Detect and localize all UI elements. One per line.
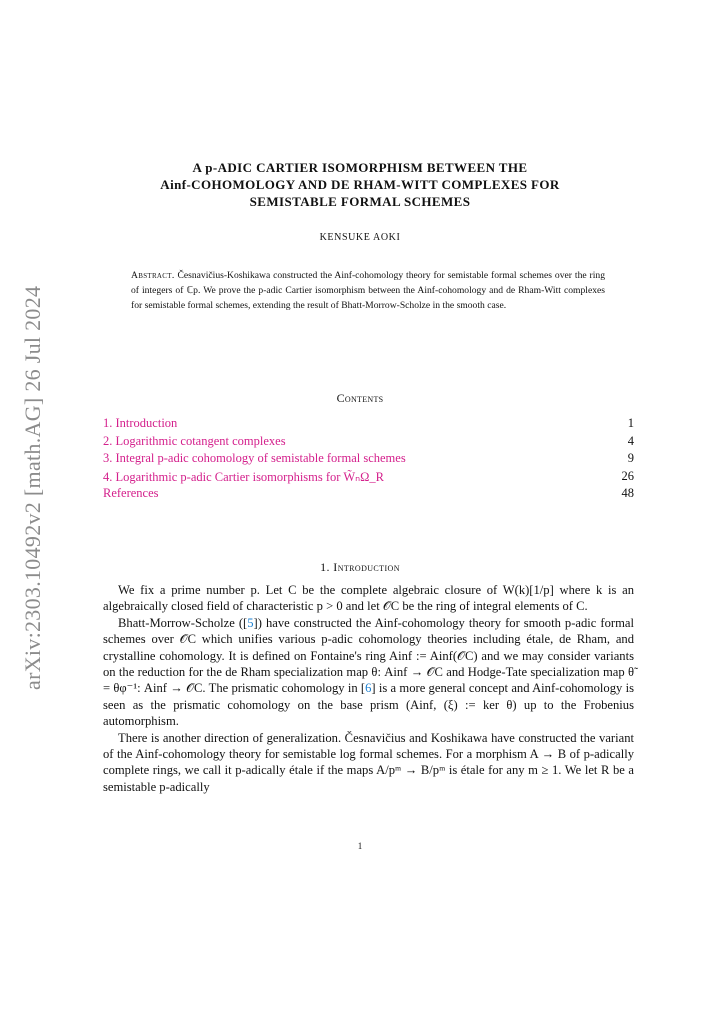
abstract [131, 268, 605, 313]
title-line-1: A p-ADIC CARTIER ISOMORPHISM BETWEEN THE [192, 160, 528, 175]
abstract-text: Česnavičius-Koshikawa constructed the Ainf-cohomology theory for semistable formal schemes over the ring of integers of ℂp. We prove the p-adic Cartier isomorphism between the Ainf-cohomology and de Rham-Witt complexes for semistable formal schemes, extending the result of Bhatt-Morrow-Scholze in the smooth case. [131, 270, 606, 311]
contents-heading: Contents [336, 391, 384, 405]
page-number: 1 [357, 841, 363, 851]
paragraph: We fix a prime number p. Let C be the complete algebraic closure of W(k)[1/p] where k is an algebraically closed field of characteristic p > 0 and let 𝒪C be the ring of integral elements of C. [103, 583, 634, 614]
toc-link-cartier[interactable]: 4. Logarithmic p-adic Cartier isomorphisms for W̃ₙΩ_R [103, 469, 384, 484]
toc-page-number: 4 [627, 433, 634, 448]
paragraph-text: ]) have constructed the Ainf-cohomology theory for smooth p-adic formal schemes over 𝒪C which unifies various p-adic cohomology theories including étale, de Rham, and crystalline cohomology. It is defined on Fontaine's ring Ainf := Ainf(𝒪C) and we may consider variants on the reduction for the de Rham specialization map θ: Ainf → 𝒪C and Hodge-Tate specialization map θ̃ = θφ⁻¹: Ainf → 𝒪C. The prismatic cohomology in [ [103, 615, 634, 696]
toc-page-number: 26 [621, 468, 634, 483]
toc-entry[interactable] [103, 469, 634, 487]
toc-link-integral-cohomology[interactable]: 3. Integral p-adic cohomology of semistable formal schemes [103, 451, 406, 465]
toc-page-number: 9 [627, 451, 634, 465]
section-heading-introduction: 1. Introduction [320, 560, 400, 574]
toc-page-number: 1 [627, 416, 634, 430]
citation-link[interactable]: 5 [247, 615, 254, 630]
author-name: KENSUKE AOKI [319, 232, 401, 243]
toc-entry[interactable] [103, 416, 634, 434]
toc-link-introduction[interactable]: 1. Introduction [103, 416, 178, 430]
toc-page-number: 48 [621, 486, 634, 500]
paragraph: There is another direction of generalization. Česnavičius and Koshikawa have constructed the variant of the Ainf-cohomology theory for semistable log formal schemes. For a morphism A → B of p-adically complete rings, we call it p-adically étale if the maps A/pᵐ → B/pᵐ is étale for any m ≥ 1. We let R be a semistable p-adically [103, 730, 634, 794]
title-line-3: SEMISTABLE FORMAL SCHEMES [249, 194, 471, 209]
toc-link-cotangent[interactable]: 2. Logarithmic cotangent complexes [103, 433, 286, 448]
title-line-2: Ainf-COHOMOLOGY AND DE RHAM-WITT COMPLEXES FOR [160, 177, 560, 192]
citation-link[interactable]: 6 [365, 681, 372, 696]
paragraph [103, 615, 634, 730]
table-of-contents [103, 416, 634, 504]
paper-title [100, 159, 620, 210]
toc-entry[interactable] [103, 486, 634, 504]
paragraph-text: Bhatt-Morrow-Scholze ([ [118, 615, 248, 630]
abstract-label: Abstract. [131, 270, 175, 281]
introduction-body [103, 582, 634, 795]
toc-link-references[interactable]: References [103, 486, 159, 500]
paragraph-text: ] is a more general concept and Ainf-cohomology is seen as the prismatic cohomology on the base prism (Ainf, (ξ) := ker θ) up to the Frobenius automorphism. [103, 681, 634, 729]
toc-entry[interactable] [103, 434, 634, 452]
toc-entry[interactable] [103, 451, 634, 469]
arxiv-identifier-stamp: arXiv:2303.10492v2 [math.AG] 26 Jul 2024 [20, 285, 45, 690]
